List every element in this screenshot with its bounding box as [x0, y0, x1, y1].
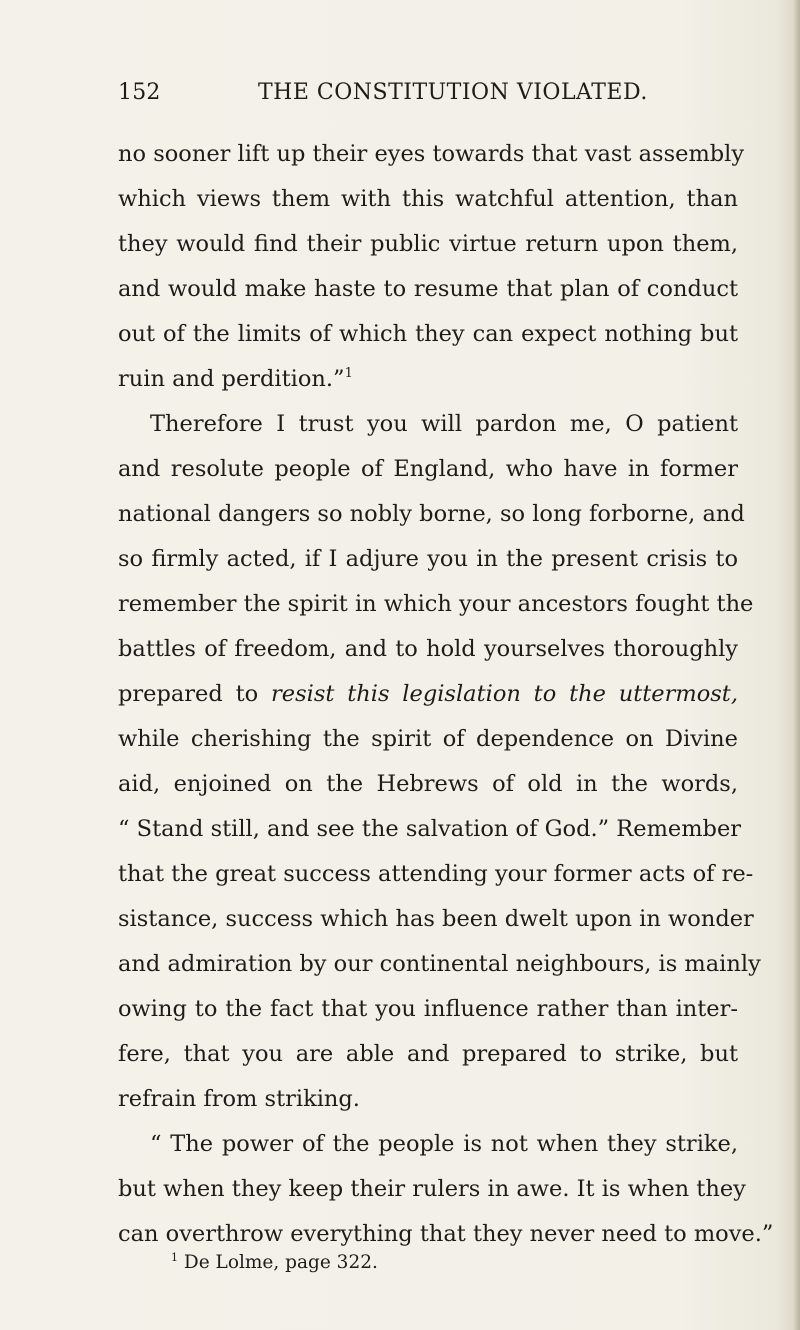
body-text	[118, 132, 774, 1257]
text-line-4: and would make haste to resume that plan of conduct	[118, 276, 738, 302]
text-line-22: refrain from striking.	[118, 1086, 360, 1112]
text-line-6-content: ruin and perdition.”	[118, 366, 345, 392]
text-line-6	[118, 357, 738, 402]
text-line-23: “ The power of the people is not when they strike,	[150, 1131, 738, 1157]
text-line-10: so firmly acted, if I adjure you in the present crisis to	[118, 546, 738, 572]
running-head	[118, 80, 718, 114]
text-line-2: which views them with this watchful attention, than	[118, 186, 738, 212]
text-line-14: while cherishing the spirit of dependence on Divine	[118, 726, 738, 752]
page-edge-shadow	[794, 0, 800, 1330]
text-line-17: that the great success attending your former acts of re-	[118, 861, 754, 887]
text-line-21: fere, that you are able and prepared to strike, but	[118, 1041, 738, 1067]
text-line-1: no sooner lift up their eyes towards that vast assembly	[118, 141, 745, 167]
text-line-16: “ Stand still, and see the salvation of God.” Remember	[118, 816, 742, 842]
footnote	[171, 1252, 378, 1273]
text-line-3: they would find their public virtue return upon them,	[118, 231, 738, 257]
text-line-9: national dangers so nobly borne, so long forborne, and	[118, 501, 745, 527]
italic-emphasis: resist this legislation to the uttermost,	[271, 681, 738, 707]
text-line-20: owing to the fact that you influence rather than inter-	[118, 996, 738, 1022]
text-line-8: and resolute people of England, who have in former	[118, 456, 738, 482]
text-line-15: aid, enjoined on the Hebrews of old in the words,	[118, 771, 738, 797]
text-line-19: and admiration by our continental neighbours, is mainly	[118, 951, 761, 977]
text-line-25: can overthrow everything that they never need to move.”	[118, 1221, 774, 1247]
text-line-5: out of the limits of which they can expect nothing but	[118, 321, 738, 347]
text-line-12: battles of freedom, and to hold yourselves thoroughly	[118, 636, 738, 662]
footnote-text: De Lolme, page 322.	[183, 1252, 378, 1273]
text-line-13	[118, 672, 738, 717]
page-number: 152	[118, 80, 161, 105]
text-line-13-roman: prepared to	[118, 681, 259, 707]
text-line-18: sistance, success which has been dwelt upon in wonder	[118, 906, 754, 932]
text-line-24: but when they keep their rulers in awe. It is when they	[118, 1176, 746, 1202]
text-line-7: Therefore I trust you will pardon me, O patient	[150, 411, 738, 437]
text-line-11: remember the spirit in which your ancestors fought the	[118, 591, 754, 617]
footnote-reference: 1	[344, 366, 353, 381]
footnote-marker: 1	[171, 1251, 178, 1264]
running-head-title: THE CONSTITUTION VIOLATED.	[258, 80, 648, 105]
